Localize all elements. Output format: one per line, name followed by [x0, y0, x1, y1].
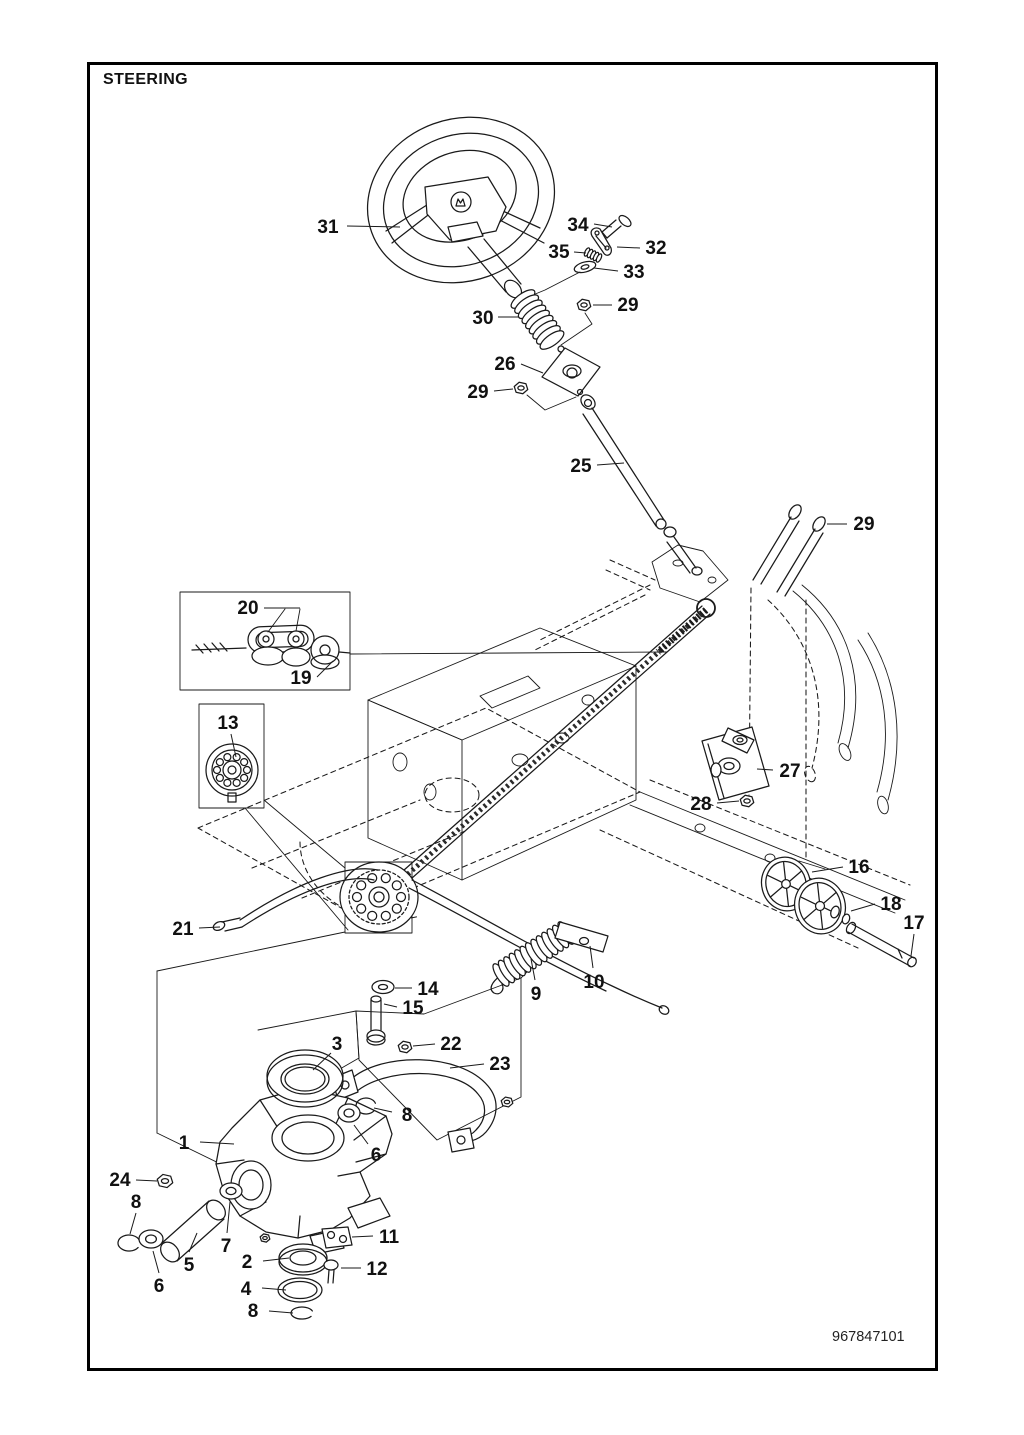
- callout-6-34: 6: [153, 1276, 165, 1297]
- callout-leader-33: [594, 268, 618, 271]
- column-spring-30: [508, 286, 566, 352]
- steering-pulley: [340, 862, 418, 933]
- callout-leader-6: [153, 1251, 159, 1273]
- callout-3-24: 3: [331, 1034, 343, 1055]
- callout-26-7: 26: [494, 354, 516, 375]
- callout-leader-17: [911, 934, 914, 956]
- callout-13-13: 13: [217, 713, 239, 734]
- callout-35-2: 35: [548, 242, 570, 263]
- bolt-12: [324, 1260, 338, 1270]
- small-spring-35: [583, 247, 603, 263]
- callout-leader-18: [851, 904, 875, 911]
- callout-6-28: 6: [370, 1145, 382, 1166]
- callout-23-26: 23: [489, 1054, 511, 1075]
- callout-2-35: 2: [241, 1252, 253, 1273]
- callout-leader-16: [812, 867, 843, 872]
- callout-8-27: 8: [401, 1105, 413, 1126]
- callout-leader-21: [199, 927, 220, 928]
- callout-5-33: 5: [183, 1255, 195, 1276]
- callout-14-20: 14: [417, 979, 439, 1000]
- callout-31-0: 31: [317, 217, 339, 238]
- callout-17-18: 17: [903, 913, 925, 934]
- callout-7-32: 7: [220, 1236, 232, 1257]
- callout-28-15: 28: [690, 794, 712, 815]
- steering-wheel: [344, 91, 578, 308]
- detail-box-pulley: [199, 704, 348, 930]
- callout-leader-22: [413, 1044, 435, 1046]
- mount-bolts: [749, 503, 828, 858]
- callout-21-19: 21: [172, 919, 194, 940]
- chain-bracket-27: [702, 727, 769, 800]
- callout-leader-28: [717, 801, 739, 803]
- callout-18-17: 18: [880, 894, 902, 915]
- callout-22-25: 22: [440, 1034, 462, 1055]
- callout-leader-32: [617, 247, 640, 248]
- callout-25-9: 25: [570, 456, 592, 477]
- gear-housing: [216, 1050, 392, 1254]
- callout-leader-29: [494, 389, 513, 391]
- callout-leader-15: [384, 1004, 397, 1007]
- callout-leader-8: [269, 1311, 293, 1313]
- callout-leader-11: [352, 1236, 373, 1237]
- page-title: STEERING: [103, 71, 188, 88]
- callout-leader-25: [597, 463, 624, 465]
- callout-29-8: 29: [467, 382, 489, 403]
- callout-8-39: 8: [247, 1301, 259, 1322]
- callout-leader-24: [136, 1180, 157, 1181]
- callout-15-21: 15: [402, 998, 424, 1019]
- callout-33-4: 33: [623, 262, 645, 283]
- callout-leader-31: [347, 226, 400, 227]
- callout-leader-4: [262, 1288, 286, 1290]
- callout-9-23: 9: [530, 984, 542, 1005]
- callout-11-36: 11: [378, 1227, 400, 1248]
- callout-leader-8: [130, 1213, 136, 1234]
- callout-24-30: 24: [109, 1170, 131, 1191]
- callout-19-12: 19: [290, 668, 312, 689]
- callout-4-38: 4: [240, 1279, 252, 1300]
- washer-33: [573, 259, 597, 274]
- callout-leader-5: [189, 1233, 197, 1252]
- callout-8-31: 8: [130, 1192, 142, 1213]
- callout-30-6: 30: [472, 308, 494, 329]
- callout-20-11: 20: [237, 598, 259, 619]
- steering-shaft: [578, 392, 702, 575]
- u-joint: [656, 519, 666, 529]
- chain-roller: [311, 636, 339, 664]
- callout-29-5: 29: [617, 295, 639, 316]
- plate-11: [322, 1227, 352, 1248]
- callout-10-22: 10: [583, 972, 605, 993]
- callout-12-37: 12: [366, 1259, 388, 1280]
- steering-chain: [386, 606, 710, 894]
- callout-34-1: 34: [567, 215, 589, 236]
- callout-1-29: 1: [178, 1133, 190, 1154]
- callout-29-10: 29: [853, 514, 875, 535]
- callout-27-14: 27: [779, 761, 801, 782]
- callout-leader-7: [227, 1202, 230, 1233]
- callout-16-16: 16: [848, 857, 870, 878]
- callout-32-3: 32: [645, 238, 667, 259]
- steering-column: [468, 239, 525, 301]
- doc-number: 967847101: [832, 1329, 905, 1345]
- callout-leader-26: [521, 364, 543, 373]
